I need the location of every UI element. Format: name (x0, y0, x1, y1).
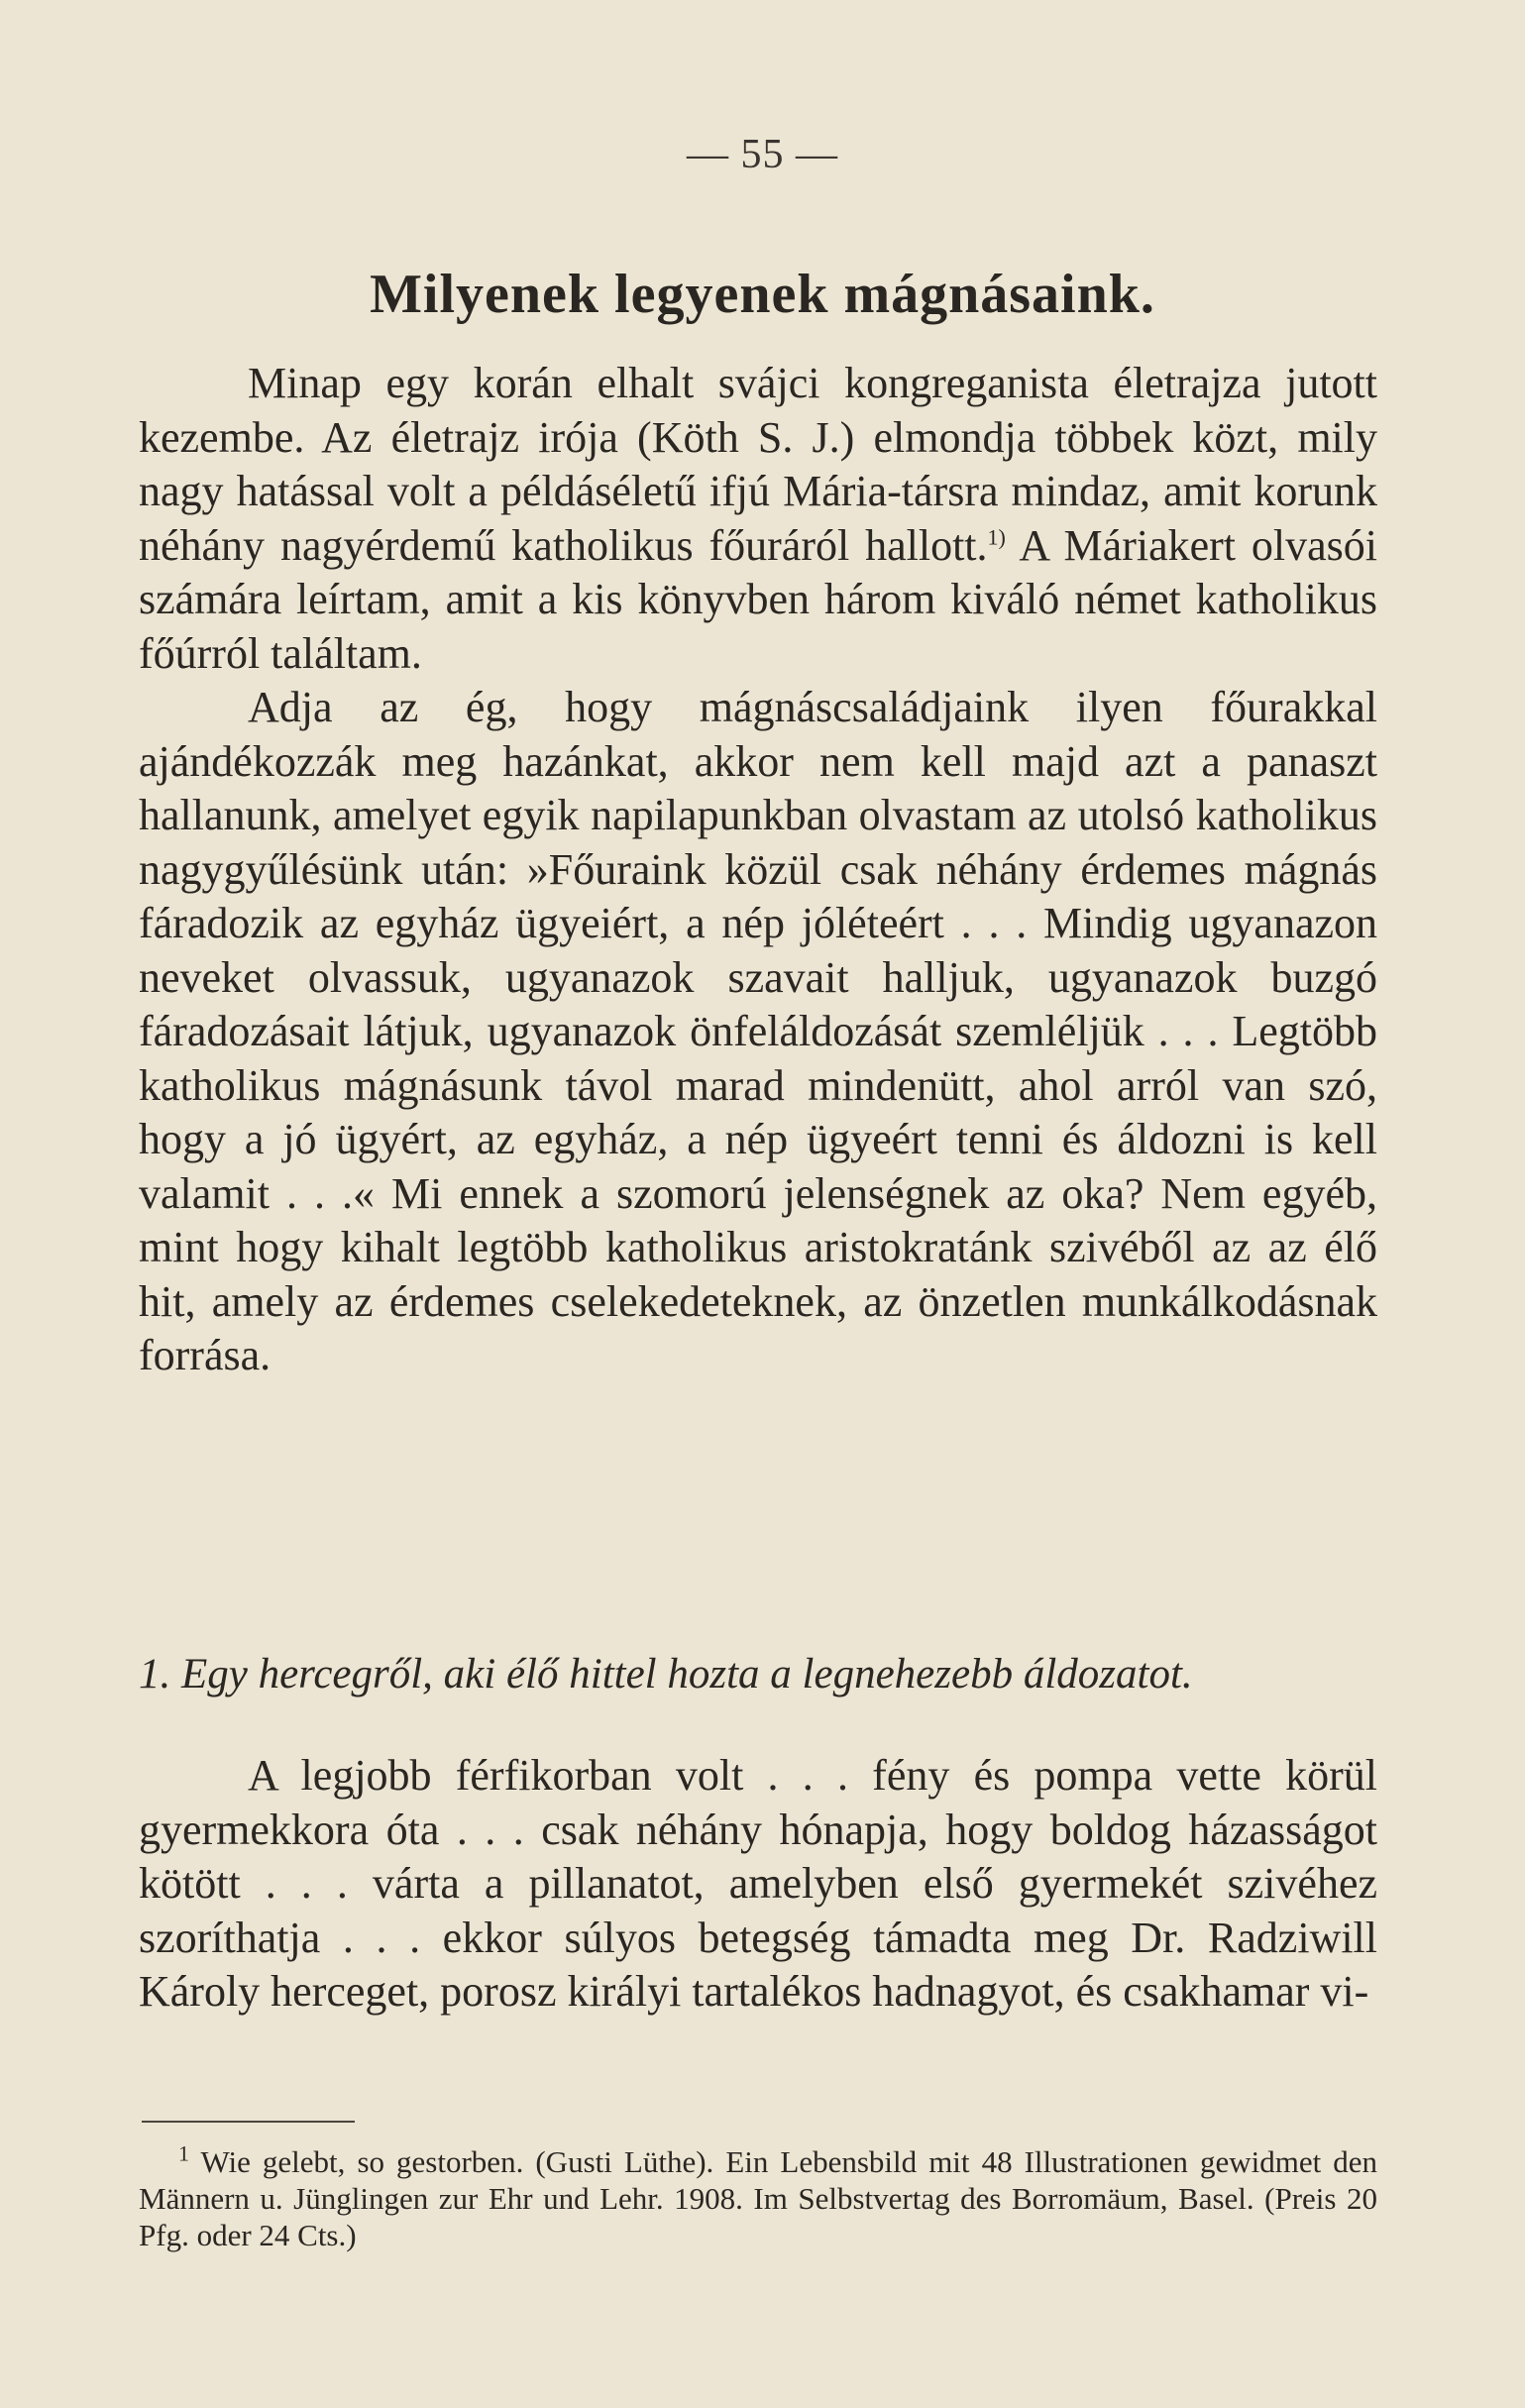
footnote-divider (142, 2121, 355, 2123)
section-1-body (139, 357, 1377, 1383)
paragraph-1b-text: A Máriakert olvasói számára leírtam, amit a kis könyvben három kiváló német katholikus főúrról találtam. (139, 520, 1377, 678)
paragraph-1 (139, 357, 1377, 681)
paragraph-1-text: Minap egy korán elhalt svájci kongreganista életrajza jutott kezembe. Az életrajz irója (Köth S. J.) elmondja többek közt, mily nagy hatással volt a példáséletű ifjú Mária-társra mindaz, amit korunk néhány nagyérdemű katholikus főuráról hallott. (139, 359, 1377, 570)
section-2-body (139, 1749, 1377, 2020)
page-title: Milyenek legyenek mágnásaink. (370, 264, 1155, 325)
footnote-reference: 1) (987, 523, 1006, 549)
paragraph-2: Adja az ég, hogy mágnáscsaládjaink ilyen főurakkal ajándékozzák meg hazánkat, akkor nem kell majd azt a panaszt hallanunk, amelyet egyik napilapunkban olvastam az utolsó katholikus nagygyűlésünk után: »Főuraink közül csak néhány érdemes mágnás fáradozik az egyház ügyeiért, a nép jóléteért . . . Mindig ugyanazon neveket olvassuk, ugyanazok szavait halljuk, ugyanazok buzgó fáradozásait látjuk, ugyanazok önfeláldozását szemléljük . . . Legtöbb katholikus mágnásunk távol marad mindenütt, ahol arról van szó, hogy a jó ügyért, az egyház, a nép ügyeért tenni és áldozni is kell valamit . . .« Mi ennek a szomorú jelenségnek az oka? Nem egyéb, mint hogy kihalt legtöbb katholikus aristokratánk szivéből az az élő hit, amely az érdemes cselekedeteknek, az önzetlen munkálkodásnak forrása. (139, 683, 1377, 1379)
page-number: — 55 — (687, 132, 838, 177)
section-2-heading: 1. Egy hercegről, aki élő hittel hozta a legnehezebb áldozatot. (139, 1651, 1193, 1697)
footnote (139, 2140, 1377, 2253)
footnote-text: Wie gelebt, so gestorben. (Gusti Lüthe). Ein Lebensbild mit 48 Illustrationen gewidmet den Männern u. Jünglingen zur Ehr und Lehr. 1908. Im Selbstvertag des Borromäum, Basel. (Preis 20 Pfg. oder 24 Cts.) (139, 2144, 1377, 2252)
footnote-marker: 1 (178, 2140, 189, 2166)
paragraph-3: A legjobb férfikorban volt . . . fény és pompa vette körül gyermekkora óta . . . csak néhány hónapja, hogy boldog házasságot kötött . . . várta a pillanatot, amelyben első gyermekét szivéhez szoríthatja . . . ekkor súlyos betegség támadta meg Dr. Radziwill Károly herceget, porosz királyi tartalékos hadnagyot, és csakhamar vi- (139, 1751, 1377, 2016)
